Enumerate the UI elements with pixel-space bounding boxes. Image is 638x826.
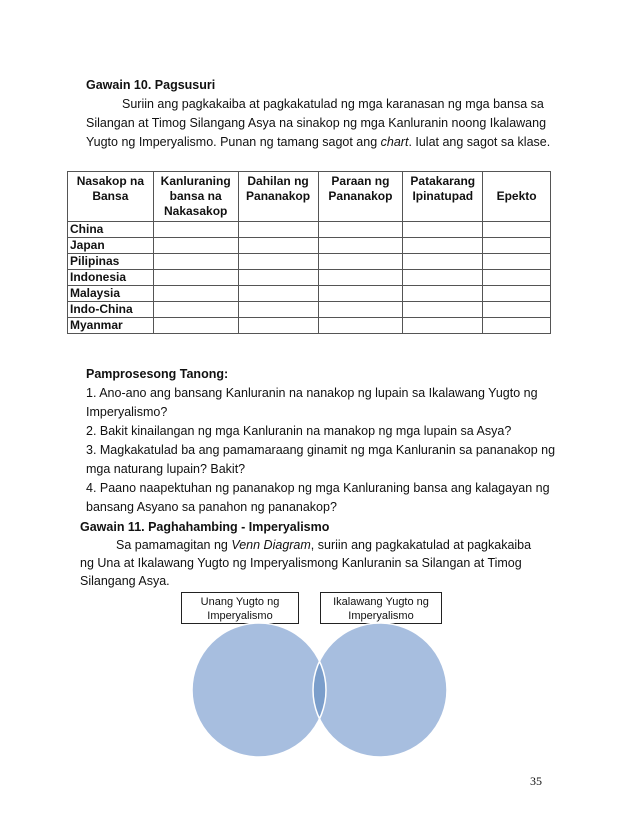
country-cell: China	[68, 222, 154, 238]
header-epekto: Epekto	[483, 172, 551, 222]
answer-cell[interactable]	[153, 222, 238, 238]
comparison-chart-table	[67, 171, 551, 334]
answer-cell[interactable]	[153, 270, 238, 286]
question-item: 1. Ano-ano ang bansang Kanluranin na nanakop ng lupain sa Ikalawang Yugto ng Imperyalismo?	[86, 386, 538, 419]
venn-left-circle	[192, 623, 326, 757]
country-cell: Myanmar	[68, 318, 154, 334]
answer-cell[interactable]	[483, 238, 551, 254]
table-row	[68, 222, 551, 238]
answer-cell[interactable]	[153, 318, 238, 334]
answer-cell[interactable]	[238, 286, 318, 302]
venn-right-circle	[313, 623, 447, 757]
country-cell: Malaysia	[68, 286, 154, 302]
answer-cell[interactable]	[483, 302, 551, 318]
page-number: 35	[530, 774, 542, 788]
answer-cell[interactable]	[318, 286, 403, 302]
answer-cell[interactable]	[238, 302, 318, 318]
gawain11-venn-word: Venn Diagram	[231, 538, 311, 552]
answer-cell[interactable]	[403, 222, 483, 238]
venn-right-label-text: Ikalawang Yugto ng Imperyalismo	[333, 596, 429, 622]
answer-cell[interactable]	[318, 302, 403, 318]
answer-cell[interactable]	[153, 286, 238, 302]
answer-cell[interactable]	[238, 254, 318, 270]
gawain11-instruction	[80, 536, 540, 590]
gawain10-instruction	[86, 95, 556, 152]
country-cell: Japan	[68, 238, 154, 254]
question-item: 3. Magkakatulad ba ang pamamaraang ginamit ng mga Kanluranin sa pananakop ng mga naturang lupain? Bakit?	[86, 443, 556, 476]
answer-cell[interactable]	[483, 254, 551, 270]
question-item: 4. Paano naapektuhan ng pananakop ng mga Kanluraning bansa ang kalagayan ng bansang Asyano sa panahon ng pananakop?	[86, 481, 550, 514]
answer-cell[interactable]	[238, 270, 318, 286]
answer-cell[interactable]	[403, 270, 483, 286]
gawain11-section	[80, 518, 540, 590]
answer-cell[interactable]	[153, 238, 238, 254]
gawain10-title: Gawain 10. Pagsusuri	[86, 78, 216, 92]
table-header-row	[68, 172, 551, 222]
answer-cell[interactable]	[318, 222, 403, 238]
question-item: 2. Bakit kinailangan ng mga Kanluranin na manakop ng mga lupain sa Asya?	[86, 424, 512, 438]
answer-cell[interactable]	[483, 286, 551, 302]
country-cell: Pilipinas	[68, 254, 154, 270]
table-row	[68, 286, 551, 302]
answer-cell[interactable]	[483, 318, 551, 334]
answer-cell[interactable]	[403, 318, 483, 334]
venn-overlap	[313, 623, 447, 757]
answer-cell[interactable]	[483, 222, 551, 238]
country-cell: Indonesia	[68, 270, 154, 286]
pamprosesong-title: Pamprosesong Tanong:	[86, 367, 229, 381]
answer-cell[interactable]	[238, 318, 318, 334]
answer-cell[interactable]	[238, 238, 318, 254]
gawain11-instruction-part2: , suriin ang pagkakatulad at pagkakaiba ng Una at Ikalawang Yugto ng Imperyalismong Kanluranin sa Silangan at Timog Silangang Asya.	[80, 538, 532, 588]
answer-cell[interactable]	[403, 238, 483, 254]
venn-right-outline	[313, 623, 447, 757]
answer-cell[interactable]	[318, 318, 403, 334]
answer-cell[interactable]	[403, 286, 483, 302]
answer-cell[interactable]	[318, 254, 403, 270]
table-row	[68, 270, 551, 286]
table-row	[68, 254, 551, 270]
gawain11-title: Gawain 11. Paghahambing - Imperyalismo	[80, 520, 330, 534]
venn-left-label-text: Unang Yugto ng Imperyalismo	[200, 596, 280, 622]
header-dahilan: Dahilan ng Pananakop	[238, 172, 318, 222]
answer-cell[interactable]	[403, 302, 483, 318]
answer-cell[interactable]	[483, 270, 551, 286]
header-nasakop: Nasakop na Bansa	[68, 172, 154, 222]
header-kanluraning: Kanluraning bansa na Nakasakop	[153, 172, 238, 222]
answer-cell[interactable]	[153, 254, 238, 270]
answer-cell[interactable]	[238, 222, 318, 238]
gawain10-chart-word: chart	[380, 135, 409, 149]
answer-cell[interactable]	[318, 238, 403, 254]
gawain10-instruction-part1: Suriin ang pagkakaiba at pagkakatulad ng mga karanasan ng mga bansa sa Silangan at Timog Silangang Asya na sinakop ng mga Kanluranin noong Ikalawang Yugto ng Imperyalismo. Punan ng tamang sagot ang	[86, 97, 547, 149]
gawain11-instruction-part1: Sa pamamagitan ng	[116, 538, 232, 552]
country-cell: Indo-China	[68, 302, 154, 318]
table-row	[68, 302, 551, 318]
venn-left-outline	[192, 623, 326, 757]
answer-cell[interactable]	[153, 302, 238, 318]
gawain10-section	[86, 76, 556, 152]
answer-cell[interactable]	[318, 270, 403, 286]
venn-right-label	[320, 592, 442, 624]
header-patakarang: Patakarang Ipinatupad	[403, 172, 483, 222]
table-row	[68, 238, 551, 254]
table-row	[68, 318, 551, 334]
gawain10-instruction-part2: . Iulat ang sagot sa klase.	[408, 135, 551, 149]
answer-cell[interactable]	[403, 254, 483, 270]
header-paraan: Paraan ng Pananakop	[318, 172, 403, 222]
pamprosesong-section	[86, 365, 556, 517]
venn-left-label	[181, 592, 299, 624]
